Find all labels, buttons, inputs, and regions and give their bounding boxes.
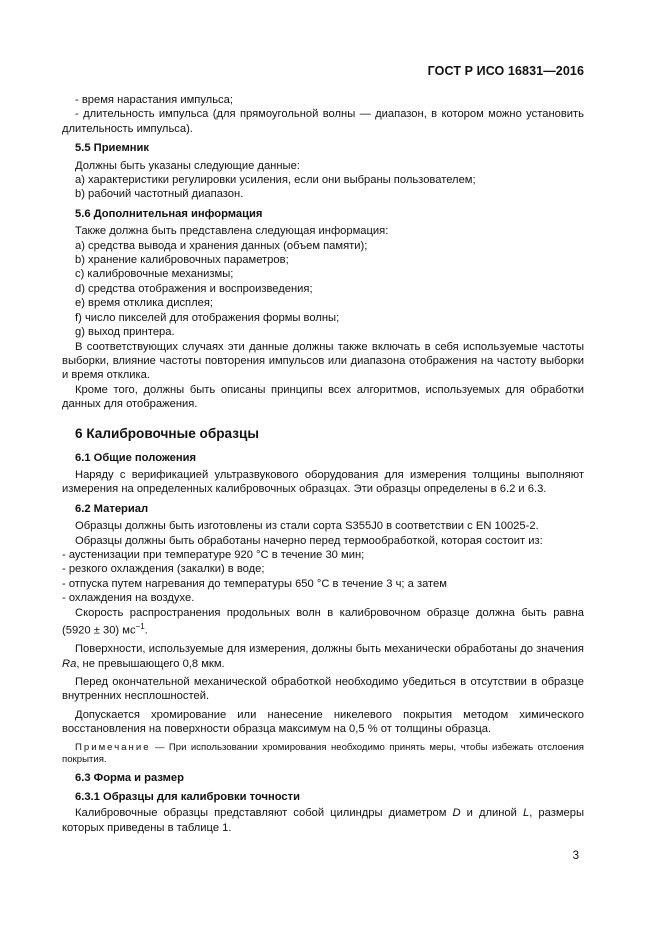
list-item: a) характеристики регулировки усиления, если они выбраны пользователем; <box>75 174 476 187</box>
list-item: b) хранение калибровочных параметров; <box>75 254 289 267</box>
section-heading-5-6: 5.6 Дополнительная информация <box>75 207 263 220</box>
list-item: - отпуска путем нагревания до температуры 650 °С в течение 3 ч; а затем <box>62 577 447 590</box>
shape-text-b: и длиной <box>466 807 517 820</box>
section-heading-5-5: 5.5 Приемник <box>75 142 149 155</box>
list-item: f) число пикселей для отображения формы волны; <box>75 311 340 324</box>
shape-text-c: , размеры которых приведены в таблице 1. <box>62 807 584 834</box>
page-content <box>62 93 584 835</box>
paragraph: Должны быть указаны следующие данные: <box>75 159 300 172</box>
page-number: 3 <box>572 850 579 862</box>
speed-text: Скорость распространения продольных волн в калибровочном образце должна быть равна <box>75 606 584 619</box>
list-item: a) средства вывода и хранения данных (объем памяти); <box>75 239 368 252</box>
roughness-text-a: Поверхности, используемые для измерения, должны быть механически обработаны до значения <box>75 643 584 656</box>
list-item: g) выход принтера. <box>75 326 175 339</box>
document-number-header: ГОСТ Р ИСО 16831—2016 <box>427 64 584 78</box>
paragraph: Образцы должны быть изготовлены из стали сорта S355J0 в соответствии с EN 10025-2. <box>75 520 539 533</box>
variable-d: D <box>452 807 461 820</box>
paragraph: Перед окончательной механической обработкой необходимо убедиться в отсутствии в образце внутренних несплошностей. <box>62 675 584 703</box>
paragraph: В соответствующих случаях эти данные должны также включать в себя используемые частоты выборки, влияние частоты повторения импульсов или диапазона отображения на частоту выборки и время отклика. <box>62 340 584 382</box>
speed-value: (5920 ± 30) мс <box>62 624 136 637</box>
section-heading-6: 6 Калибровочные образцы <box>75 425 260 441</box>
paragraph: Допускается хромирование или нанесение никелевого покрытия методом химического восстановления на поверхности образца максимум на 0,5 % от толщины образца. <box>62 708 584 736</box>
note-text: — При использовании хромирования необходимо принять меры, чтобы избежать отслоения покрытия. <box>62 741 584 765</box>
speed-paragraph <box>62 606 584 639</box>
speed-exponent: −1 <box>135 622 145 631</box>
note <box>62 742 584 767</box>
roughness-variable: Ra <box>62 657 77 670</box>
list-item: d) средства отображения и воспроизведения; <box>75 282 313 295</box>
variable-l: L <box>522 807 530 820</box>
section-heading-6-3-1: 6.3.1 Образцы для калибровки точности <box>75 790 300 803</box>
roughness-paragraph <box>62 642 584 671</box>
list-item: - охлаждения на воздухе. <box>62 592 195 605</box>
note-label: Примечание <box>75 741 151 753</box>
list-item: c) калибровочные механизмы; <box>75 268 234 281</box>
speed-end: . <box>144 624 148 637</box>
paragraph: Также должна быть представлена следующая информация: <box>75 225 389 238</box>
list-item: - длительность импульса (для прямоугольной волны — диапазон, в котором можно установить длительность импульса). <box>62 108 584 135</box>
list-item: - резкого охлаждения (закалки) в воде; <box>62 563 265 576</box>
list-item: - аустенизации при температуре 920 °С в течение 30 мин; <box>62 548 365 561</box>
section-heading-6-2: 6.2 Материал <box>75 502 149 515</box>
list-item: b) рабочий частотный диапазон. <box>75 188 244 201</box>
paragraph: Кроме того, должны быть описаны принципы всех алгоритмов, используемых для обработки данных для отображения. <box>62 383 584 411</box>
shape-text-a: Калибровочные образцы представляют собой цилиндры диаметром <box>75 807 447 820</box>
list-item: e) время отклика дисплея; <box>75 297 214 310</box>
section-heading-6-3: 6.3 Форма и размер <box>75 772 184 785</box>
section-heading-6-1: 6.1 Общие положения <box>75 451 197 464</box>
paragraph: Образцы должны быть обработаны начерно перед термообработкой, которая состоит из: <box>75 534 543 547</box>
list-item: - время нарастания импульса; <box>75 94 233 106</box>
roughness-text-b: , не превышающего 0,8 мкм. <box>76 657 225 670</box>
shape-paragraph <box>62 806 584 835</box>
paragraph: Наряду с верификацией ультразвукового оборудования для измерения толщины выполняют измерения на определенных калибровочных образцах. Эти образцы определены в 6.2 и 6.3. <box>62 468 584 496</box>
